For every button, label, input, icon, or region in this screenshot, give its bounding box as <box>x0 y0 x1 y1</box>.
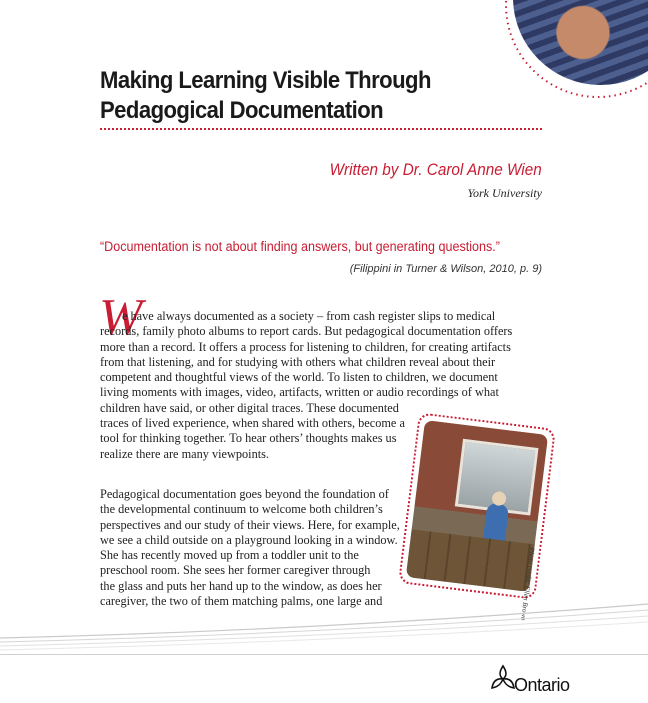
paragraph-line: Pedagogical documentation goes beyond the foundation of <box>100 487 389 501</box>
paragraph-line: the glass and puts her hand up to the window, as does her <box>100 578 382 593</box>
photo-credit: Photo credit: Ellen Brown <box>519 547 536 622</box>
drop-cap: W <box>99 289 143 346</box>
paragraph-line: realize there are many viewpoints. <box>100 446 270 461</box>
paragraph-line: preschool room. She sees her former caregiver through <box>100 563 371 578</box>
paragraph-line: tool for thinking together. To hear others’ thoughts makes us <box>100 431 397 446</box>
paragraph-line: more than a record. It offers a process for listening to children, for creating artifacts <box>100 339 511 354</box>
paragraph-line: e have always documented as a society – from cash register slips to medical <box>122 309 496 323</box>
paragraph-line: living moments with images, video, artifacts, written or audio recordings of what <box>100 385 499 400</box>
article-title <box>100 66 468 126</box>
trillium-icon <box>490 662 516 696</box>
pull-quote: “Documentation is not about finding answers, but generating questions.” <box>100 239 500 254</box>
paragraph-line: competent and thoughtful views of the world. To listen to children, we document <box>100 370 498 385</box>
author-byline: Written by Dr. Carol Anne Wien <box>329 160 542 179</box>
ontario-wordmark: Ontario <box>514 675 570 695</box>
corner-photo <box>513 0 648 85</box>
paragraph-line: perspectives and our study of their views. Here, for example, <box>100 517 400 532</box>
paragraph-line: caregiver, the two of them matching palms, one large and <box>100 594 383 609</box>
author-affiliation: York University <box>467 186 542 200</box>
title-line-2: Pedagogical Documentation <box>100 97 384 124</box>
title-line-1: Making Learning Visible Through <box>100 67 431 94</box>
paragraph-line: She has recently moved up from a toddler unit to the <box>100 548 359 563</box>
title-divider <box>100 128 542 130</box>
footer-divider <box>0 654 648 655</box>
paragraph-line: from that listening, and for studying with others what children reveal about their <box>100 354 496 369</box>
paragraph-line: we see a child outside on a playground looking in a window. <box>100 532 398 547</box>
footer-swoosh <box>0 590 648 660</box>
quote-citation: (Filippini in Turner & Wilson, 2010, p. 9) <box>349 263 542 275</box>
paragraph-line: the developmental continuum to welcome both children’s <box>100 502 383 517</box>
ontario-logo <box>490 662 600 698</box>
paragraph-line: children have said, or other digital traces. These documented <box>100 400 399 415</box>
paragraph-line: traces of lived experience, when shared with others, become a <box>100 416 405 431</box>
paragraph-line: records, family photo albums to report cards. But pedagogical documentation offers <box>100 324 513 339</box>
